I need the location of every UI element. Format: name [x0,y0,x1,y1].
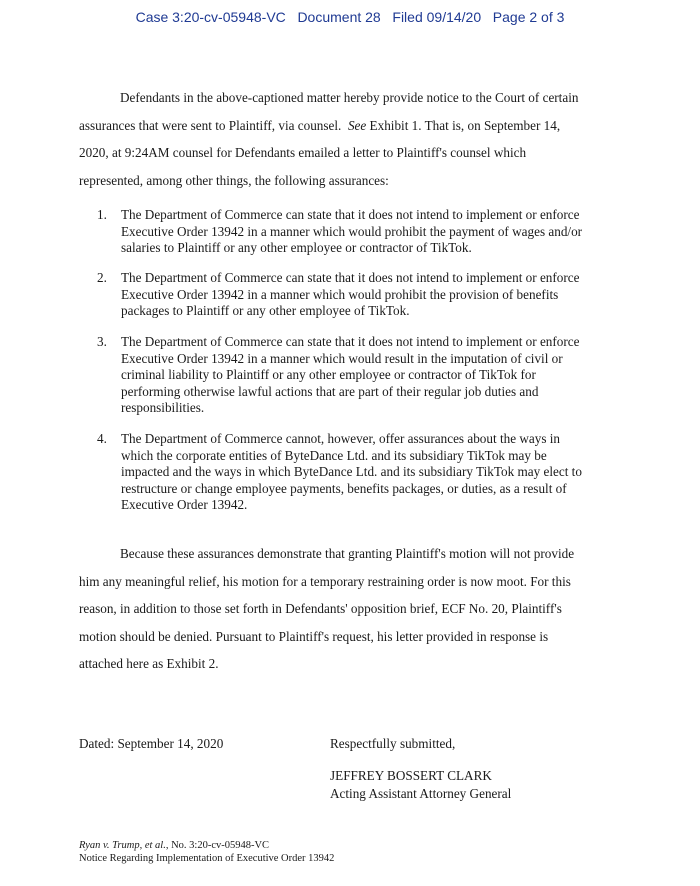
item-line: The Department of Commerce cannot, however, offer assurances about the ways in [121,431,561,446]
footer-case-line [79,839,334,852]
item-number: 1. [97,207,107,222]
footer-case-number: , No. 3:20-cv-05948-VC [165,840,270,851]
footer-case-name: Ryan v. Trump, et al. [79,840,166,851]
item-line: performing otherwise lawful actions that are part of their regular job duties and [121,383,539,399]
intro-line-3: 2020, at 9:24AM counsel for Defendants emailed a letter to Plaintiff's counsel which [79,145,527,160]
intro-line-2: assurances that were sent to Plaintiff, via counsel. See Exhibit 1. That is, on September 14, [79,117,561,133]
item-line: Executive Order 13942 in a manner which would prohibit the provision of benefits [121,286,559,302]
conclusion-line: reason, in addition to those set forth in Defendants' opposition brief, ECF No. 20, Plaintiff's [79,601,562,616]
see-signal: See [347,117,367,133]
document-number: Document 28 [297,9,381,25]
item-line: responsibilities. [121,400,205,415]
filed-date: Filed 09/14/20 [392,9,482,25]
item-line: Executive Order 13942 in a manner which would result in the imputation of civil or [121,350,563,366]
page-indicator: Page 2 of 3 [492,9,565,25]
case-number: Case 3:20-cv-05948-VC [135,9,286,25]
item-line: The Department of Commerce can state that it does not intend to implement or enforce [121,207,580,222]
item-number: 3. [97,334,107,349]
intro-paragraph [79,90,619,200]
item-line: packages to Plaintiff or any other employee of TikTok. [121,303,410,318]
dated-line: Dated: September 14, 2020 [79,736,224,751]
item-line: Executive Order 13942 in a manner which would prohibit the payment of wages and/or [121,223,583,239]
page-footer [79,839,334,865]
item-line: criminal liability to Plaintiff or any other employee or contractor of TikTok for [121,367,536,382]
signer-title: Acting Assistant Attorney General [330,786,512,801]
item-number: 4. [97,431,107,446]
conclusion-line: him any meaningful relief, his motion for a temporary restraining order is now moot. For this [79,573,571,589]
footer-notice: Notice Regarding Implementation of Executive Order 13942 [79,853,335,864]
signature-block [330,767,511,803]
closing-line: Respectfully submitted, [330,736,456,751]
item-number: 2. [97,270,107,285]
signer-name: JEFFREY BOSSERT CLARK [330,768,492,783]
conclusion-line: Because these assurances demonstrate that granting Plaintiff's motion will not provide [120,546,575,561]
conclusion-line: attached here as Exhibit 2. [79,656,219,671]
item-line: which the corporate entities of ByteDance Ltd. and its subsidiary TikTok may be [121,447,547,463]
page-header [0,9,700,25]
conclusion-paragraph [79,546,619,684]
item-line: restructure or change employee payments, benefits packages, or duties, as a result of [121,480,567,496]
intro-line-1: Defendants in the above-captioned matter hereby provide notice to the Court of certain [120,90,579,105]
item-line: The Department of Commerce can state that it does not intend to implement or enforce [121,334,580,349]
item-line: The Department of Commerce can state that it does not intend to implement or enforce [121,270,580,285]
intro-line-4: represented, among other things, the following assurances: [79,172,389,188]
item-line: impacted and the ways in which ByteDance Ltd. and its subsidiary TikTok may elect to [121,464,582,479]
item-line: salaries to Plaintiff or any other employee or contractor of TikTok. [121,240,472,255]
conclusion-line: motion should be denied. Pursuant to Plaintiff's request, his letter provided in response is [79,628,549,644]
item-line: Executive Order 13942. [121,497,248,512]
